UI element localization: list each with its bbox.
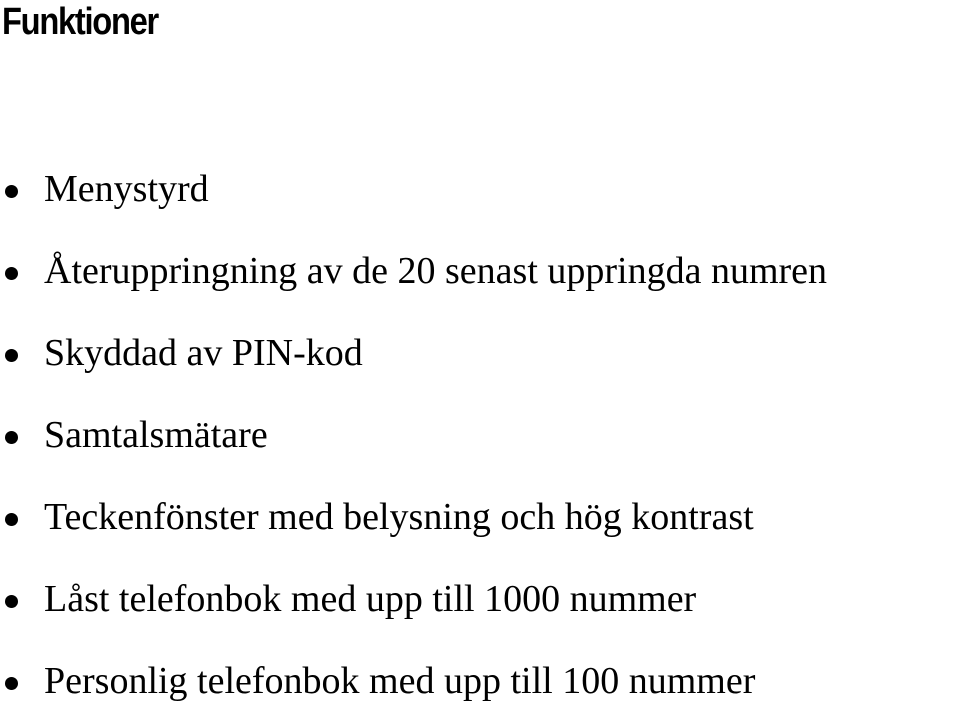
list-item-text: Skyddad av PIN-kod — [44, 332, 363, 374]
bullet-icon — [5, 349, 18, 362]
page-title: Funktioner — [2, 1, 158, 43]
list-item-text: Återuppringning av de 20 senast uppringda numren — [44, 250, 828, 292]
bullet-icon — [5, 595, 18, 608]
list-item-text: Låst telefonbok med upp till 1000 nummer — [44, 578, 697, 620]
list-item-text: Teckenfönster med belysning och hög kontrast — [44, 496, 754, 538]
bullet-icon — [5, 677, 18, 690]
list-item-text: Personlig telefonbok med upp till 100 nummer — [44, 660, 756, 702]
bullet-icon — [5, 185, 18, 198]
list-item-text: Samtalsmätare — [44, 414, 268, 456]
bullet-icon — [5, 513, 18, 526]
list-item-text: Menystyrd — [44, 168, 209, 210]
bullet-icon — [5, 431, 18, 444]
bullet-icon — [5, 267, 18, 280]
